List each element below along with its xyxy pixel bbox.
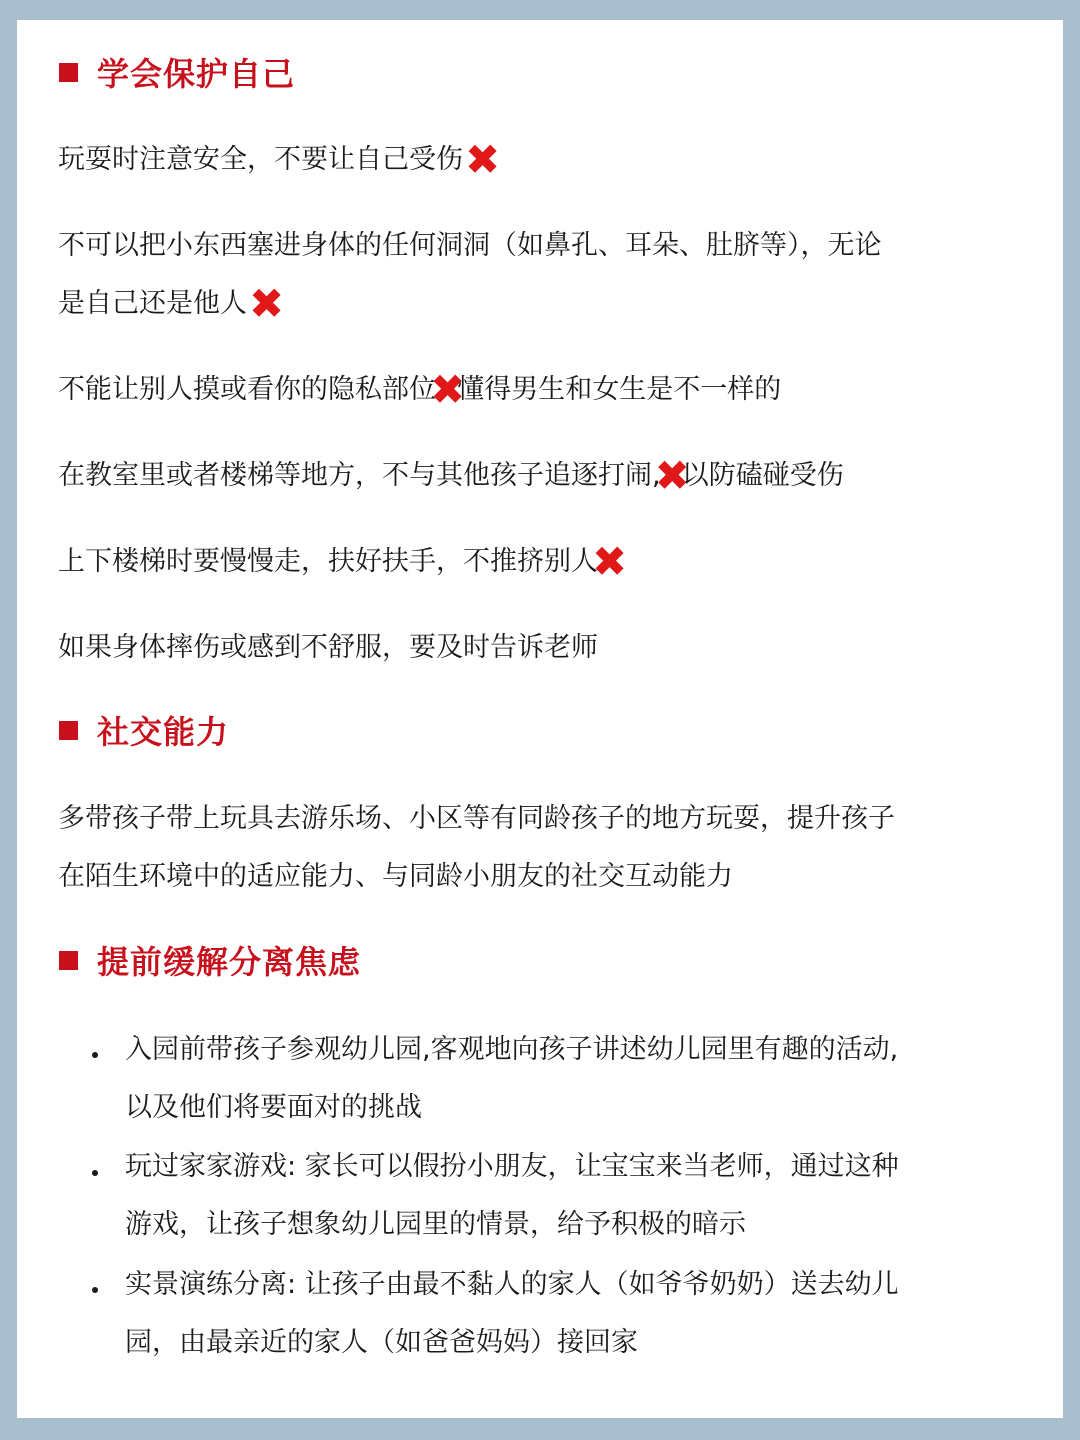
rule-line <box>58 451 844 500</box>
rule-text: 在教室里或者楼梯等地方，不与其他孩子追逐打闹, <box>58 460 661 491</box>
section-heading-separation-anxiety <box>59 940 361 980</box>
bullet-line <box>125 1147 899 1187</box>
bullet-dot <box>92 1287 98 1293</box>
bullet-text: 实景演练分离: 让孩子由最不黏人的家人（如爷爷奶奶）送去幼儿 <box>125 1269 899 1300</box>
red-square-marker <box>59 63 78 82</box>
rule-line <box>58 537 628 586</box>
content-card <box>17 20 1063 1418</box>
red-square-marker <box>59 951 78 970</box>
bullet-dot <box>92 1052 98 1058</box>
red-cross-icon: ✖ <box>654 451 690 500</box>
bullet-text: 游戏，让孩子想象幼儿园里的情景，给予积极的暗示 <box>125 1209 746 1240</box>
section-title: 社交能力 <box>97 713 230 751</box>
rule-text: 玩耍时注意安全，不要让自己受伤 <box>58 144 463 175</box>
bullet-dot <box>92 1170 98 1176</box>
rule-text: 如果身体摔伤或感到不舒服，要及时告诉老师 <box>58 632 598 663</box>
rule-line <box>58 279 285 328</box>
bullet-line <box>125 1323 638 1363</box>
bullet-text: 以及他们将要面对的挑战 <box>125 1092 422 1123</box>
section-title: 学会保护自己 <box>97 55 296 93</box>
rule-text: 不能让别人摸或看你的隐私部位 <box>58 374 436 405</box>
bullet-line <box>125 1205 746 1245</box>
rule-line <box>58 365 782 414</box>
bullet-text: 玩过家家游戏: 家长可以假扮小朋友，让宝宝来当老师，通过这种 <box>125 1151 899 1182</box>
rule-line <box>58 226 882 266</box>
paragraph-line <box>58 857 733 897</box>
red-cross-icon: ✖ <box>465 135 501 184</box>
rule-line <box>58 135 501 184</box>
bullet-line <box>125 1030 898 1070</box>
rule-text: 是自己还是他人 <box>58 288 247 319</box>
rule-text: 懂得男生和女生是不一样的 <box>457 374 782 405</box>
bullet-text: 园，由最亲近的家人（如爸爸妈妈）接回家 <box>125 1327 638 1358</box>
paragraph-text: 在陌生环境中的适应能力、与同龄小朋友的社交互动能力 <box>58 861 733 892</box>
red-square-marker <box>59 721 78 740</box>
bullet-line <box>125 1265 899 1305</box>
rule-line <box>58 628 598 668</box>
bullet-text: 入园前带孩子参观幼儿园,客观地向孩子讲述幼儿园里有趣的活动, <box>125 1034 899 1065</box>
red-cross-icon: ✖ <box>430 365 466 414</box>
rule-text: 上下楼梯时要慢慢走，扶好扶手，不推挤别人 <box>58 546 598 577</box>
rule-text: 不可以把小东西塞进身体的任何洞洞（如鼻孔、耳朵、肚脐等），无论 <box>58 230 882 261</box>
section-heading-self-protection <box>59 52 295 92</box>
section-heading-social-skills <box>59 710 229 750</box>
rule-text: 以防磕碰受伤 <box>681 460 844 491</box>
red-cross-icon: ✖ <box>592 537 628 586</box>
paragraph-line <box>58 799 895 839</box>
paragraph-text: 多带孩子带上玩具去游乐场、小区等有同龄孩子的地方玩耍，提升孩子 <box>58 803 895 834</box>
section-title: 提前缓解分离焦虑 <box>97 943 362 981</box>
red-cross-icon: ✖ <box>249 279 285 328</box>
bullet-line <box>125 1088 422 1128</box>
